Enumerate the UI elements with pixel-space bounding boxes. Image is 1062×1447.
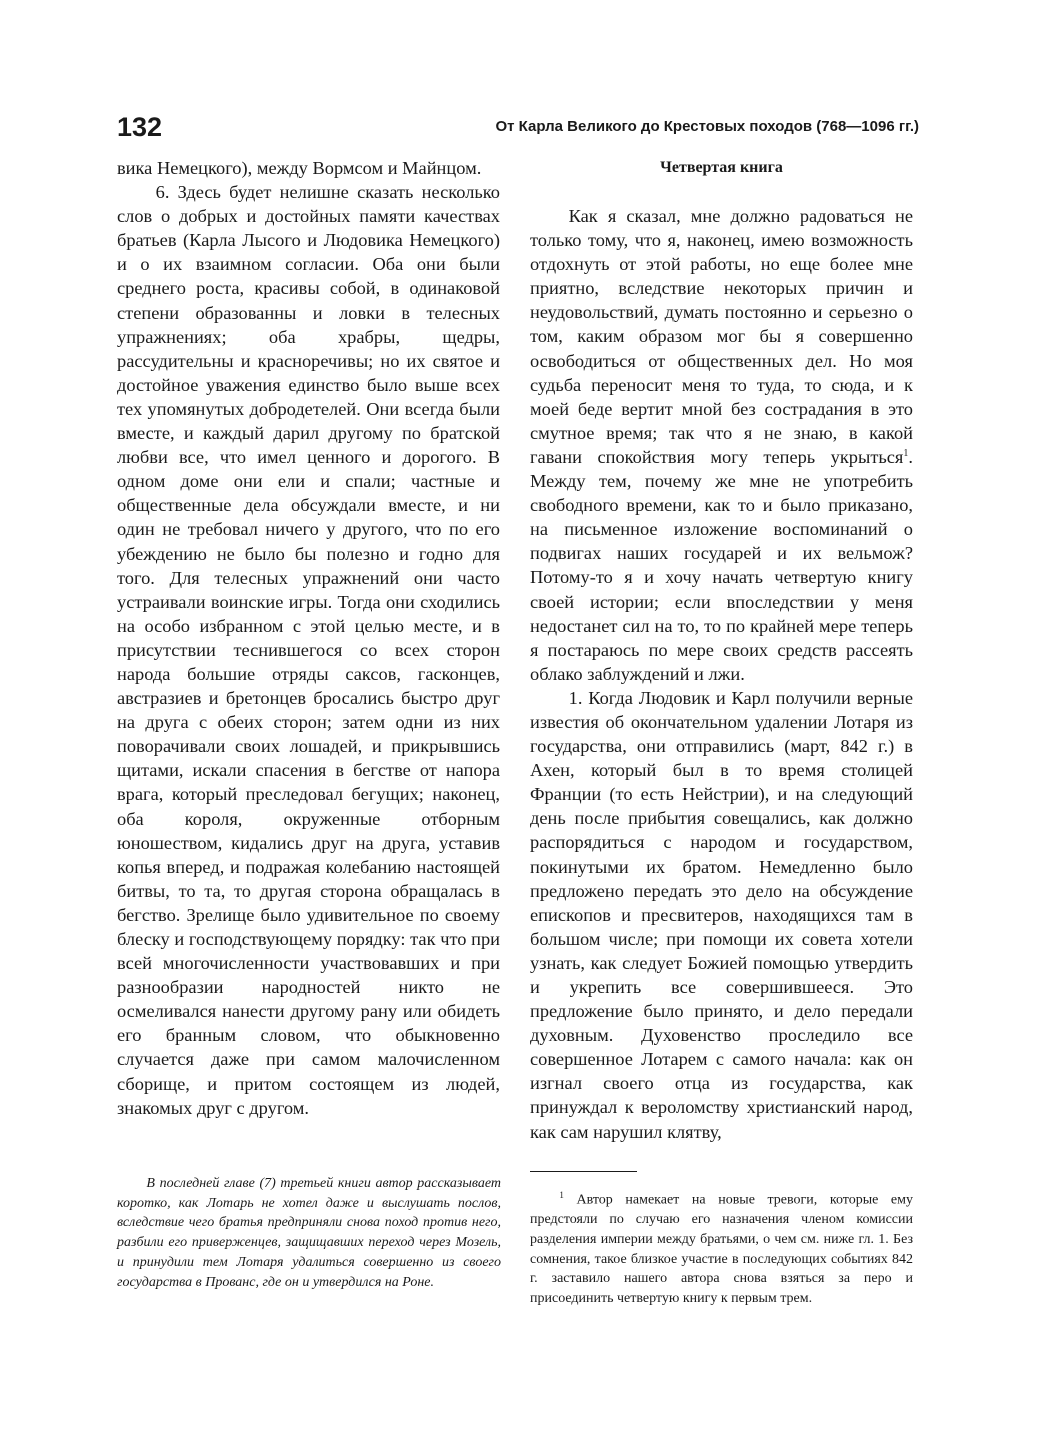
left-paragraph-chapter-6: 6. Здесь будет нелишне сказать несколько слов о добрых и достойных памяти качествах братьев (Карла Лысого и Людовика Немецкого) и о их взаимном согласии. Оба они были среднего роста, красивы собой, в одинаковой степени образованны и ловки в телесных упражнениях; оба храбры, щедры, рассудительны и красноречивы; но их святое и достойное уважения единство было выше всех тех упомянутых добродетелей. Они всегда были вместе, и каждый дарил другому по братской любви все, что имел ценного и дорогого. В одном доме они ели и спали; частные и общественные дела обсуждали вместе, и ни один не требовал ничего у другого, что по его убеждению не было бы полезно и годно для того. Для телесных упражнений они часто устраивали воинские игры. Тогда они сходились на особо избранном с этой целью месте, и в присутствии теснившегося со всех сторон народа большие отряды саксов, гасконцев, австразиев и бретонцев бросались быстро друг на друга с обеих сторон; затем одни из них поворачивали своих лошадей, и прикрывшись щитами, искали спасения в бегстве от напора врага, который преследовал бегущих; наконец, оба короля, окруженные отборным юношеством, кидались друг на друга, уставив копья вперед, и подражая колебанию настоящей битвы, то та, то другая сторона обращалась в бегство. Зрелище было удивительное по своему блеску и господствующему порядку: так что при всей многочисленности участвовавших и при разнообразии народностей никто не осмеливался нанести другому рану или обидеть его бранным словом, что обыкновенно случается даже при самом малочисленном сборище, и притом состоящем из людей, знакомых друг с другом. (117, 182, 500, 1118)
right-paragraph-chapter-1: 1. Когда Людовик и Карл получили верные известия об окончательном удалении Лотаря из государства, они отправились (март, 842 г.) в Ахен, который был в то время столицей Франции (то есть Нейстрии), и на следующий день после прибытия совещались, как должно распорядиться с народом и государством, покинутыми их братом. Немедленно было предложено передать это дело на обсуждение епископов и пресвитеров, находящихся там в большом числе; при помощи их совета хотели узнать, как следует Божией помощью утвердить и укрепить все совершившееся. Это предложение было принято, и дело передали духовным. Духовенство проследило все совершенное Лотарем с самого начала: как он изгнал своего отца из государства, как принуждал к вероломству христианский народ, как сам нарушил клятву, (530, 687, 913, 1142)
left-paragraph-continuation: вика Немецкого), между Вормсом и Майнцом. (117, 158, 482, 178)
footnote (530, 1186, 913, 1309)
footnote-number: 1 (559, 1190, 564, 1200)
left-column (117, 156, 500, 1120)
page-number: 132 (117, 112, 163, 142)
footnote-divider (530, 1171, 637, 1172)
footnote-reference[interactable]: 1 (903, 447, 909, 459)
intro-text-before-ref: Как я сказал, мне должно радоваться не только тому, что я, наконец, имею возможность отдохнуть от этой работы, но еще более мне приятно, вследствие некоторых причин и неудовольствий, думать постоянно и серьезно о том, каким образом мог бы я совершенно освободиться от общественных дел. Но моя судьба переносит меня то туда, то сюда, и к моей беде вертит мной без сострадания в это смутное время; так что я не знаю, в какой гавани спокойствия могу теперь укрыться (530, 206, 913, 467)
footnote-text: Автор намекает на новые тревоги, которые ему предстояли по случаю его назначения членом комиссии разделения империи между братьями, о чем см. ниже гл. 1. Без сомнения, такое близкое участие в последующих событиях 842 г. заставило нашего автора снова взяться за перо и присоединить четвертую книгу к первым трем. (530, 1192, 913, 1307)
section-title: Четвертая книга (660, 159, 783, 176)
book-three-summary: В последней главе (7) третьей книги автор рассказывает коротко, как Лотарь не хотел даже и выслушать послов, вследствие чего братья предприняли снова поход против него, разбили его приверженцев, защищавших переход через Мозель, и принудили тем Лотаря удалиться совершенно из своего государства в Прованс, где он и утвердился на Роне. (117, 1176, 501, 1290)
right-paragraph-intro (530, 204, 913, 686)
right-column (530, 156, 913, 1144)
intro-text-after-ref: . Между тем, почему же мне не употребить свободного времени, как то и было приказано, на письменное изложение воспоминаний о подвигах наших государей и их вельмож? Потому-то я и хочу начать четвертую книгу своей истории; если впоследствии у меня недостанет сил на то, то по крайней мере теперь я постараюсь по мере своих средств рассеять облако заблуждений и лжи. (530, 446, 913, 684)
running-title: От Карла Великого до Крестовых походов (768—1096 гг.) (495, 118, 919, 135)
